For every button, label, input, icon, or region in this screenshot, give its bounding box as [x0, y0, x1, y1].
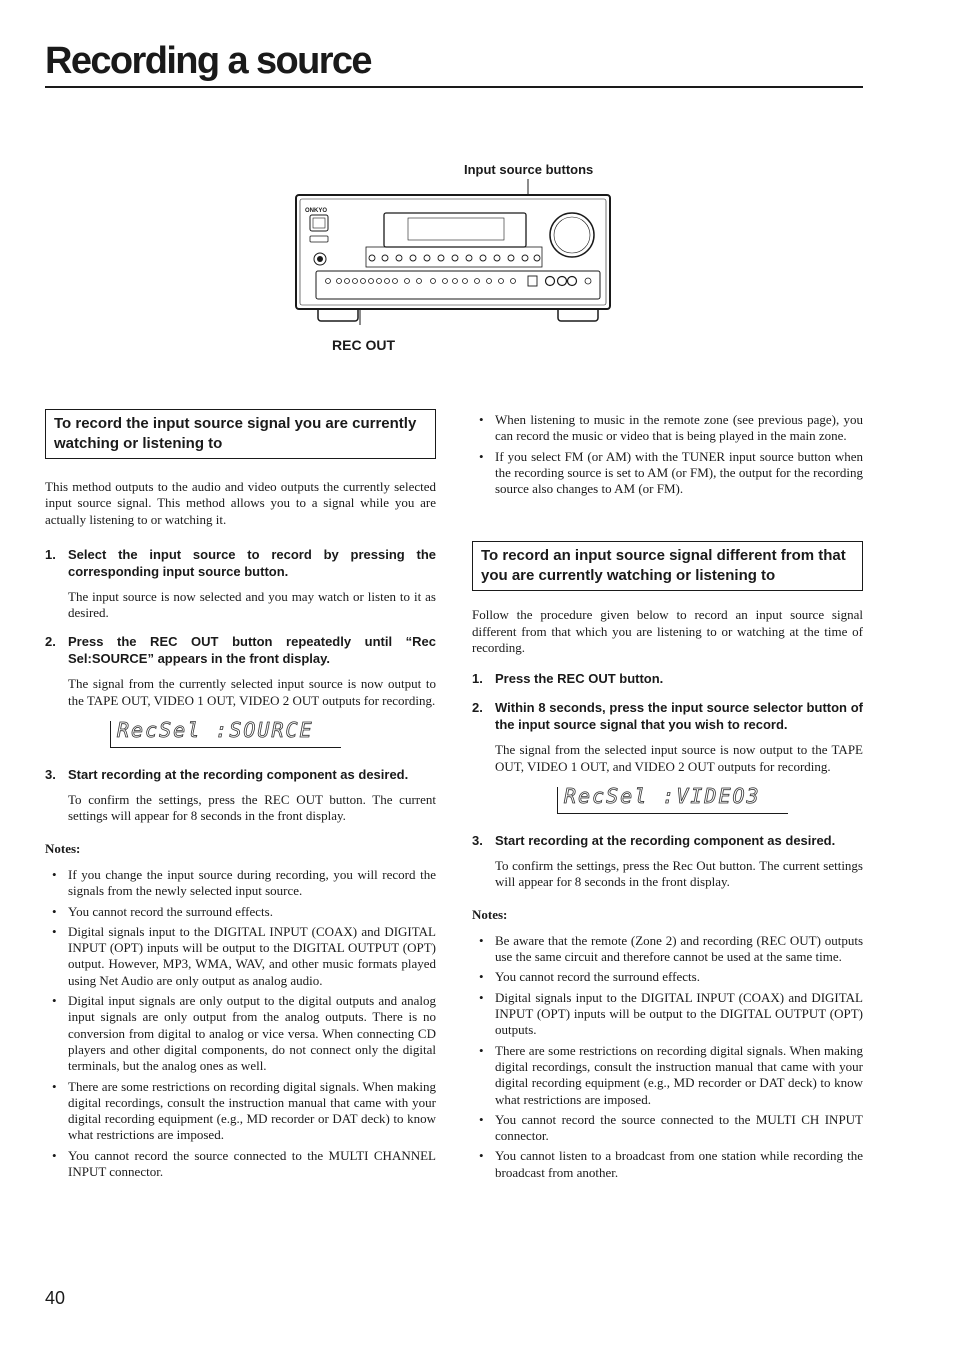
right-step-3-title: Start recording at the recording component as desired.: [495, 832, 836, 848]
left-step-3-body: To confirm the settings, press the REC OUT button. The current settings will appear for 8 seconds in the front display.: [68, 792, 436, 824]
list-item: • If you change the input source during recording, you will record the signals from the newly selected input source.: [45, 867, 436, 900]
left-step-1: [45, 546, 436, 580]
left-step-1-body: The input source is now selected and you may watch or listen to it as desired.: [68, 588, 436, 621]
front-display-source: [110, 718, 341, 748]
right-step-3-body: To confirm the settings, press the Rec Out button. The current settings will appear for 8 seconds in the front display.: [495, 857, 863, 890]
receiver-front-panel-illustration: [290, 175, 620, 325]
right-step-2-number: 2.: [472, 700, 483, 716]
page-number: 40: [45, 1288, 66, 1308]
left-notes-heading: Notes:: [45, 840, 81, 856]
left-step-3: [45, 766, 436, 783]
left-intro: This method outputs to the audio and video outputs the currently selected input source signal. This method allows you to a signal while you are actually listening to or watching it.: [45, 479, 436, 527]
label-input-source-buttons: Input source buttons: [464, 162, 594, 177]
left-column: [45, 409, 436, 1184]
list-item: • Be aware that the remote (Zone 2) and recording (REC OUT) outputs use the same circuit and therefore cannot be used at the same time.: [472, 933, 863, 966]
left-step-2: [45, 633, 436, 667]
right-step-2-body: The signal from the selected input source is now output to the TAPE OUT, VIDEO 1 OUT, and VIDEO 2 OUT outputs for recording.: [495, 742, 863, 774]
left-step-2-body: The signal from the currently selected input source is now output to the TAPE OUT, VIDEO 1 OUT, VIDEO 2 OUT outputs for recording.: [68, 676, 436, 708]
page-title: Recording a source: [45, 40, 371, 82]
section-heading-different-source: To record an input source signal different from that you are currently watching or listening to: [472, 541, 863, 591]
list-item: • There are some restrictions on recording digital signals. When making digital recordings, consult the instruction manual that came with your digital recording equipment (e.g., MD recorder or DAT deck) to know what restrictions are imposed.: [472, 1043, 863, 1108]
left-step-3-number: 3.: [45, 767, 56, 783]
front-display-text: RecSel :VIDEO3: [564, 783, 761, 808]
list-item: • You cannot record the source connected to the MULTI CH INPUT connector.: [472, 1112, 863, 1145]
right-notes-list: [472, 933, 863, 1181]
right-notes-heading: Notes:: [472, 906, 508, 922]
right-intro: Follow the procedure given below to record an input source signal different from that which you are listening to or watching at the time of recording.: [472, 607, 863, 656]
section-heading-current-source: To record the input source signal you are currently watching or listening to: [45, 409, 436, 459]
list-item: • You cannot record the surround effects.: [45, 904, 436, 920]
left-step-1-number: 1.: [45, 546, 56, 562]
list-item: • Digital signals input to the DIGITAL INPUT (COAX) and DIGITAL INPUT (OPT) inputs will be output to the DIGITAL OUTPUT (OPT) output. However, MP3, WMA, WAV, and other music formats played using Net Audio are only output as analog audio.: [45, 924, 436, 989]
right-step-2: [472, 699, 863, 733]
right-step-1: [472, 670, 863, 687]
list-item: • You cannot record the surround effects.: [472, 969, 863, 985]
list-item: • There are some restrictions on recording digital signals. When making digital recordings, consult the instruction manual that came with your digital recording equipment (e.g., MD recorder or DAT deck) to know what restrictions are imposed.: [45, 1079, 436, 1144]
list-item: • When listening to music in the remote zone (see previous page), you can record the music or video that is being played in the main zone.: [472, 412, 863, 445]
right-column: [472, 412, 863, 1185]
label-rec-out: REC OUT: [332, 337, 395, 353]
front-display-text: RecSel :SOURCE: [117, 718, 314, 743]
list-item: • If you select FM (or AM) with the TUNER input source button when the recording source is set to AM (or FM), the output for the recording source also changes to AM (or FM).: [472, 449, 863, 498]
left-step-1-title: Select the input source to record by pressing the corresponding input source button.: [68, 546, 436, 579]
right-step-3: [472, 832, 863, 849]
left-step-2-number: 2.: [45, 634, 56, 650]
front-display-video3: [557, 783, 788, 814]
title-rule: [45, 86, 863, 88]
left-step-2-title: Press the REC OUT button repeatedly until “Rec Sel:SOURCE” appears in the front display.: [68, 634, 436, 667]
right-step-3-number: 3.: [472, 832, 483, 848]
list-item: • Digital signals input to the DIGITAL INPUT (COAX) and DIGITAL INPUT (OPT) inputs will be output to the DIGITAL OUTPUT (OPT) outputs.: [472, 990, 863, 1039]
list-item: • You cannot listen to a broadcast from one station while recording the broadcast from another.: [472, 1148, 863, 1181]
left-step-3-title: Start recording at the recording component as desired.: [68, 767, 409, 783]
list-item: • Digital input signals are only output to the digital outputs and analog input signals are only output from the analog outputs. There is no conversion from digital to analog or vice versa. When connecting CD players and other digital components, do not connect only the digital terminals, but the analog ones as well.: [45, 993, 436, 1074]
right-step-2-title: Within 8 seconds, press the input source selector button of the input source signal that you wish to record.: [495, 700, 863, 733]
brand-logo: ONKYO: [305, 208, 328, 214]
right-top-bullets: [472, 412, 863, 497]
right-step-1-number: 1.: [472, 671, 483, 687]
list-item: • You cannot record the source connected to the MULTI CHANNEL INPUT connector.: [45, 1148, 436, 1181]
left-notes-list: [45, 867, 436, 1180]
right-step-1-title: Press the REC OUT button.: [495, 671, 664, 687]
